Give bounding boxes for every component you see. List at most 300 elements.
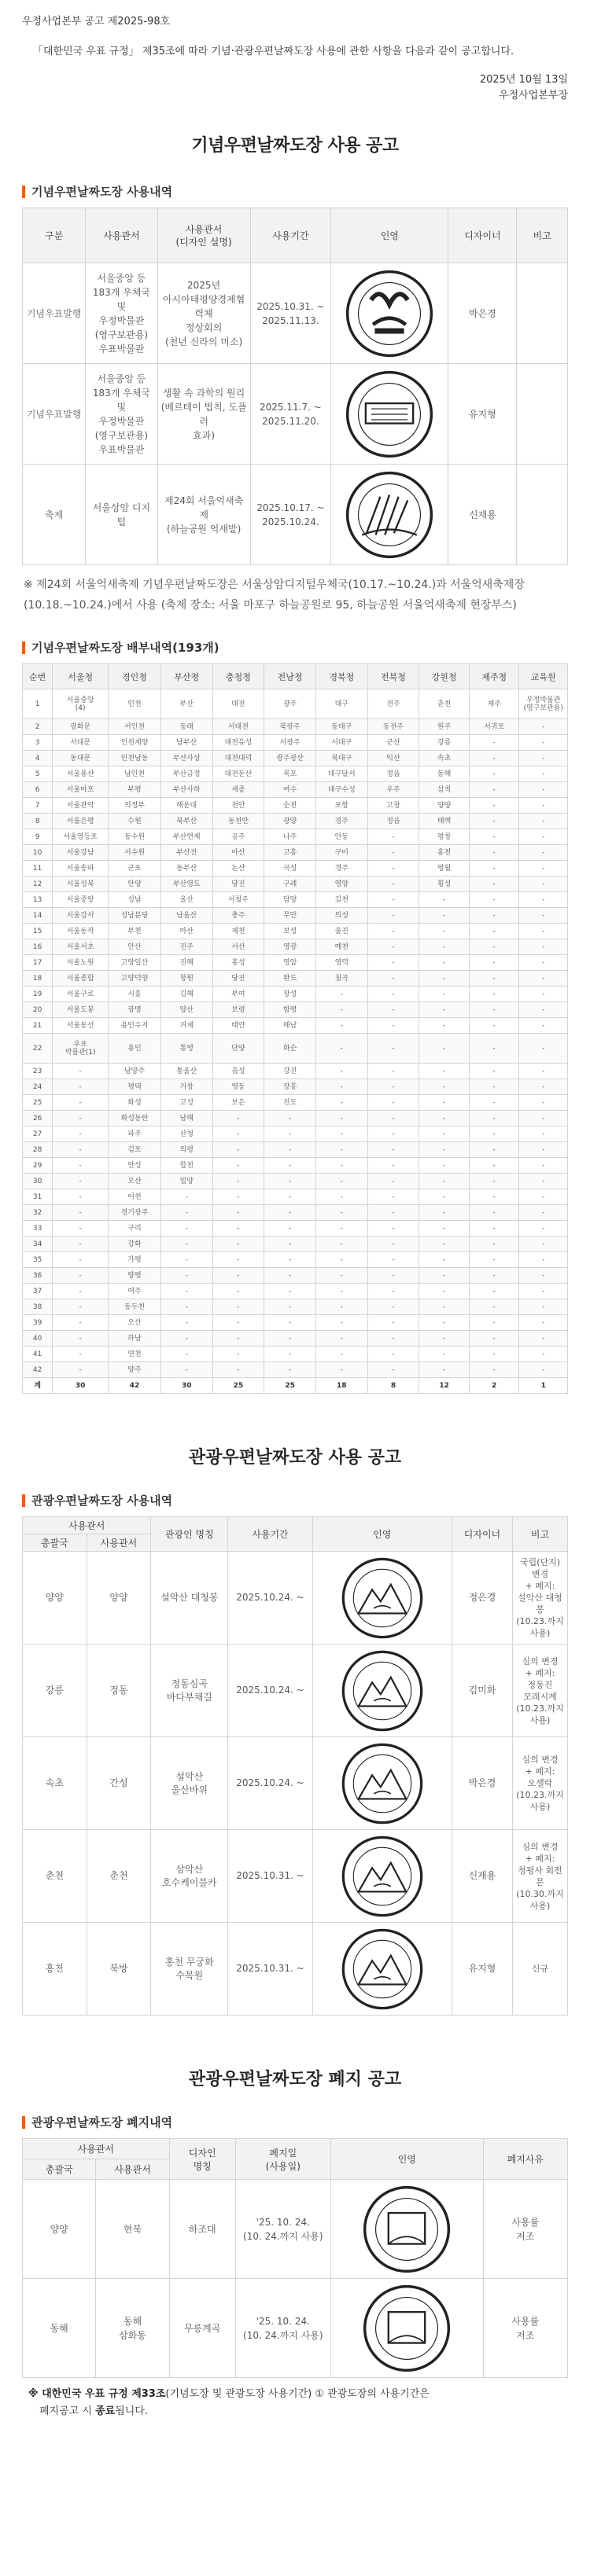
distribution-cell: 군산: [367, 735, 419, 751]
distribution-cell: 여주: [109, 1284, 161, 1299]
row-design: 2025년 아시아태평양경제협력체 정상회의 (천년 신라의 미소): [157, 263, 250, 364]
row-period: 2025.10.17. ~ 2025.10.24.: [250, 465, 331, 565]
total-cell: 1: [519, 1378, 568, 1394]
distribution-cell: 대구: [315, 689, 367, 719]
distribution-cell: -: [367, 939, 419, 955]
distribution-cell: -: [419, 1362, 470, 1378]
table-row: [23, 1142, 568, 1158]
distribution-cell: 31: [23, 1189, 53, 1205]
distribution-cell: 용인수지: [109, 1018, 161, 1034]
distribution-cell: -: [469, 939, 519, 955]
distribution-cell: 서대구: [315, 735, 367, 751]
total-cell: 30: [53, 1378, 109, 1394]
distribution-cell: 무안: [264, 908, 316, 924]
distribution-cell: 서산: [212, 939, 264, 955]
distribution-cell: 북대구: [315, 751, 367, 766]
row-hq: 홍천: [23, 1923, 87, 2016]
distribution-cell: -: [212, 1284, 264, 1299]
distribution-cell: -: [419, 1315, 470, 1331]
distribution-cell: -: [212, 1126, 264, 1142]
distribution-cell: -: [367, 987, 419, 1002]
distribution-cell: -: [469, 1252, 519, 1268]
row-kind: 기념우표발행: [23, 364, 86, 465]
distribution-cell: -: [53, 1079, 109, 1095]
distribution-cell: 광양: [264, 814, 316, 829]
distribution-cell: 1: [23, 689, 53, 719]
distribution-cell: -: [419, 987, 470, 1002]
distribution-cell: -: [519, 1315, 568, 1331]
table-row: [23, 263, 568, 364]
distribution-cell: 28: [23, 1142, 53, 1158]
row-stamp: [312, 1923, 452, 2016]
distribution-cell: -: [53, 1362, 109, 1378]
col-header: 구분: [23, 208, 86, 263]
distribution-cell: -: [519, 1221, 568, 1237]
distribution-cell: 대전유성: [212, 735, 264, 751]
row-stamp: [331, 364, 448, 465]
distribution-cell: -: [519, 766, 568, 782]
col-header: 사용기간: [228, 1517, 312, 1552]
table-row: [23, 1174, 568, 1189]
distribution-cell: -: [264, 1221, 316, 1237]
distribution-cell: -: [264, 1174, 316, 1189]
distribution-cell: -: [419, 1034, 470, 1064]
row-office: 서울중앙 등 183개 우체국 및 우정박물관 (영구보관용) 우표박물관: [86, 364, 157, 465]
row-remark: [517, 263, 568, 364]
distribution-cell: 동대구: [315, 719, 367, 735]
distribution-cell: 홍성: [212, 955, 264, 971]
distribution-cell: -: [519, 1252, 568, 1268]
distribution-cell: 해운대: [160, 798, 212, 814]
distribution-cell: -: [53, 1064, 109, 1079]
distribution-cell: -: [419, 892, 470, 908]
distribution-cell: -: [367, 1126, 419, 1142]
distribution-cell: -: [469, 876, 519, 892]
distribution-cell: 부산사상: [160, 751, 212, 766]
distribution-cell: -: [53, 1142, 109, 1158]
distribution-cell: 서대전: [212, 719, 264, 735]
row-remark: 심의 변경 + 폐지: 오셀락 (10.23.까지 사용): [512, 1737, 567, 1830]
distribution-cell: 보령: [212, 1002, 264, 1018]
distribution-cell: 광화문: [53, 719, 109, 735]
distribution-cell: -: [212, 1237, 264, 1252]
distribution-cell: 산청: [160, 1126, 212, 1142]
distribution-cell: -: [469, 1237, 519, 1252]
distribution-cell: 서울강남: [53, 845, 109, 861]
distribution-cell: 함평: [264, 1002, 316, 1018]
distribution-cell: 29: [23, 1158, 53, 1174]
distribution-cell: 22: [23, 1034, 53, 1064]
col-header: 사용관서 (디자인 설명): [157, 208, 250, 263]
commemorative-usage-table: [22, 208, 568, 565]
col-header: 비고: [512, 1517, 567, 1552]
row-remark: [517, 364, 568, 465]
distribution-cell: -: [367, 1205, 419, 1221]
distribution-cell: 고양일산: [109, 955, 161, 971]
distribution-cell: -: [419, 955, 470, 971]
row-stamp: [312, 1552, 452, 1644]
distribution-cell: -: [367, 892, 419, 908]
col-header: 전남청: [264, 664, 316, 689]
col-header: 비고: [517, 208, 568, 263]
table-row: [23, 876, 568, 892]
row-office: 양양: [87, 1552, 151, 1644]
distribution-cell: 서울마포: [53, 782, 109, 798]
row-office: 북방: [87, 1923, 151, 2016]
distribution-cell: -: [367, 1018, 419, 1034]
distribution-cell: -: [315, 987, 367, 1002]
total-cell: 42: [109, 1378, 161, 1394]
distribution-cell: -: [519, 1189, 568, 1205]
row-office: 현북: [96, 2180, 169, 2279]
col-header: 디자인 명칭: [169, 2139, 235, 2180]
distribution-cell: -: [315, 1095, 367, 1111]
row-designer: 신재용: [452, 1830, 512, 1923]
row-designer: 신재용: [448, 465, 517, 565]
distribution-cell: -: [469, 861, 519, 876]
distribution-cell: 세종: [212, 782, 264, 798]
distribution-cell: 서광주: [264, 735, 316, 751]
distribution-cell: -: [519, 1126, 568, 1142]
distribution-cell: -: [315, 1331, 367, 1347]
distribution-cell: -: [419, 1252, 470, 1268]
distribution-cell: 속초: [419, 751, 470, 766]
table-row: [23, 1095, 568, 1111]
table-row: [23, 829, 568, 845]
postmark-stamp-icon: [344, 469, 435, 560]
group-header: 사용관서: [23, 1517, 151, 1534]
distribution-cell: -: [469, 1221, 519, 1237]
distribution-cell: -: [315, 1299, 367, 1315]
distribution-cell: 경기광주: [109, 1205, 161, 1221]
distribution-cell: -: [469, 798, 519, 814]
heading-text: 관광우편날짜도장 사용내역: [31, 1494, 173, 1508]
distribution-cell: 동수원: [109, 829, 161, 845]
distribution-cell: 동부산: [160, 861, 212, 876]
distribution-cell: 부산사하: [160, 782, 212, 798]
distribution-cell: -: [315, 1002, 367, 1018]
distribution-cell: 천안: [212, 798, 264, 814]
table-row: [23, 798, 568, 814]
table-row: [23, 814, 568, 829]
distribution-cell: -: [160, 1268, 212, 1284]
row-stamp: [312, 1644, 452, 1737]
postmark-stamp-icon: [340, 1927, 425, 2012]
distribution-cell: 26: [23, 1111, 53, 1126]
row-designer: 김미화: [452, 1644, 512, 1737]
table-row: [23, 689, 568, 719]
distribution-cell: -: [519, 939, 568, 955]
col-header: 충청청: [212, 664, 264, 689]
total-cell: 25: [212, 1378, 264, 1394]
distribution-cell: -: [264, 1142, 316, 1158]
distribution-cell: 포항: [315, 798, 367, 814]
distribution-cell: 우주: [367, 782, 419, 798]
table-row: [23, 1268, 568, 1284]
distribution-cell: 울산: [160, 892, 212, 908]
footnote-rest: (기념도장 및 관광도장 사용기간) ① 관광도장의 사용기간은: [165, 2388, 430, 2400]
distribution-cell: 구미: [315, 845, 367, 861]
distribution-cell: 남양주: [109, 1064, 161, 1079]
distribution-cell: -: [212, 1347, 264, 1362]
distribution-cell: 밀양: [160, 1174, 212, 1189]
distribution-cell: -: [264, 1284, 316, 1299]
distribution-cell: 원주: [419, 719, 470, 735]
notice-issuer: 우정사업본부장: [499, 90, 568, 101]
distribution-cell: -: [53, 1126, 109, 1142]
distribution-cell: -: [160, 1299, 212, 1315]
distribution-cell: -: [519, 1111, 568, 1126]
postmark-stamp-icon: [344, 268, 435, 359]
distribution-cell: 완도: [264, 971, 316, 987]
distribution-cell: -: [469, 829, 519, 845]
distribution-cell: -: [315, 1126, 367, 1142]
distribution-cell: -: [519, 798, 568, 814]
row-date: '25. 10. 24. (10. 24.까지 사용): [235, 2180, 330, 2279]
col-header: 사용관서: [87, 1534, 151, 1552]
distribution-cell: 김해: [160, 987, 212, 1002]
table-row: [23, 782, 568, 798]
distribution-cell: -: [469, 1189, 519, 1205]
heading-text: 관광우편날짜도장 폐지내역: [31, 2115, 173, 2130]
distribution-cell: 의령: [160, 1142, 212, 1158]
distribution-cell: 진도: [264, 1095, 316, 1111]
distribution-cell: -: [367, 924, 419, 939]
row-name: 하조대: [169, 2180, 235, 2279]
row-hq: 강릉: [23, 1644, 87, 1737]
distribution-cell: -: [367, 861, 419, 876]
distribution-cell: 서울중랑: [53, 892, 109, 908]
table-row: [23, 751, 568, 766]
abolish-heading: [22, 2114, 568, 2130]
section-bar-icon: [22, 641, 25, 654]
distribution-cell: 38: [23, 1299, 53, 1315]
distribution-cell: 논산: [212, 861, 264, 876]
col-header: 인영: [312, 1517, 452, 1552]
distribution-cell: -: [367, 1362, 419, 1378]
table-row: [23, 1221, 568, 1237]
distribution-cell: -: [419, 1064, 470, 1079]
postmark-stamp-icon: [361, 2184, 452, 2275]
distribution-cell: 진주: [160, 939, 212, 955]
distribution-cell: -: [53, 1095, 109, 1111]
distribution-cell: 서울성북: [53, 876, 109, 892]
distribution-cell: 하남: [109, 1331, 161, 1347]
distribution-cell: 35: [23, 1252, 53, 1268]
table-row: [23, 1002, 568, 1018]
distribution-cell: -: [419, 1205, 470, 1221]
row-period: 2025.10.24. ~: [228, 1552, 312, 1644]
col-header: 총괄국: [23, 2159, 96, 2180]
distribution-cell: 강진: [264, 1064, 316, 1079]
table-row: [23, 1552, 568, 1644]
distribution-cell: 남울산: [160, 908, 212, 924]
distribution-cell: 성남: [109, 892, 161, 908]
distribution-cell: 제주: [469, 689, 519, 719]
table-row: [23, 1237, 568, 1252]
distribution-cell: -: [315, 1158, 367, 1174]
total-cell: 8: [367, 1378, 419, 1394]
distribution-cell: 30: [23, 1174, 53, 1189]
distribution-cell: -: [519, 892, 568, 908]
footnote-line2-b: 종료: [95, 2405, 116, 2417]
distribution-cell: -: [53, 1268, 109, 1284]
distribution-cell: -: [519, 829, 568, 845]
distribution-cell: -: [419, 908, 470, 924]
distribution-cell: 강화: [109, 1237, 161, 1252]
col-header: 사용관서: [96, 2159, 169, 2180]
distribution-cell: 익산: [367, 751, 419, 766]
distribution-cell: 부산연제: [160, 829, 212, 845]
distribution-cell: 구리: [109, 1221, 161, 1237]
distribution-cell: -: [419, 939, 470, 955]
distribution-cell: -: [315, 1237, 367, 1252]
distribution-cell: 남부산: [160, 735, 212, 751]
distribution-cell: 서청주: [212, 892, 264, 908]
row-name: 무릉계곡: [169, 2279, 235, 2378]
distribution-cell: 순천: [264, 798, 316, 814]
distribution-cell: 부평: [109, 782, 161, 798]
distribution-cell: 고흥: [264, 845, 316, 861]
table-row: [23, 987, 568, 1002]
distribution-cell: 서수원: [109, 845, 161, 861]
distribution-cell: -: [367, 1174, 419, 1189]
distribution-cell: 동천안: [212, 814, 264, 829]
distribution-cell: 정읍: [367, 766, 419, 782]
distribution-cell: -: [419, 1142, 470, 1158]
notice-date-block: [22, 72, 568, 104]
distribution-cell: 서울종합: [53, 971, 109, 987]
distribution-cell: 대구달서: [315, 766, 367, 782]
distribution-cell: -: [53, 1237, 109, 1252]
distribution-cell: 횡성: [419, 876, 470, 892]
distribution-cell: 영양: [315, 876, 367, 892]
distribution-cell: 17: [23, 955, 53, 971]
table-row: [23, 1064, 568, 1079]
distribution-cell: -: [519, 908, 568, 924]
distribution-cell: -: [469, 1142, 519, 1158]
distribution-cell: 평택: [109, 1079, 161, 1095]
distribution-cell: 32: [23, 1205, 53, 1221]
table-row: [23, 1158, 568, 1174]
distribution-cell: -: [367, 971, 419, 987]
distribution-cell: 통울산: [160, 1064, 212, 1079]
col-header: 강원청: [419, 664, 470, 689]
distribution-cell: -: [469, 1111, 519, 1126]
distribution-cell: 이천: [109, 1189, 161, 1205]
row-name: 정동심곡 바다부채길: [151, 1644, 228, 1737]
row-kind: 기념우표발행: [23, 263, 86, 364]
table-row: [23, 2279, 568, 2378]
distribution-cell: -: [264, 1252, 316, 1268]
distribution-cell: 37: [23, 1284, 53, 1299]
distribution-cell: 양평: [109, 1268, 161, 1284]
distribution-cell: -: [212, 1268, 264, 1284]
distribution-cell: 서울동선: [53, 1018, 109, 1034]
distribution-cell: -: [264, 1299, 316, 1315]
distribution-cell: 동전주: [367, 719, 419, 735]
distribution-cell: 오산: [109, 1174, 161, 1189]
row-period: 2025.10.24. ~: [228, 1737, 312, 1830]
distribution-cell: -: [519, 971, 568, 987]
distribution-cell: 서울관악: [53, 798, 109, 814]
col-header: 폐지일 (사용일): [235, 2139, 330, 2180]
distribution-cell: -: [264, 1347, 316, 1362]
distribution-cell: -: [469, 1095, 519, 1111]
distribution-cell: -: [160, 1237, 212, 1252]
distribution-cell: 통영: [160, 1034, 212, 1064]
distribution-cell: -: [160, 1189, 212, 1205]
tourist-usage-heading: [22, 1492, 568, 1508]
distribution-cell: -: [469, 955, 519, 971]
footnote-bold: ※ 대한민국 우표 규정 제33조: [28, 2388, 166, 2400]
col-header: 사용기간: [250, 208, 331, 263]
distribution-cell: 단양: [212, 1034, 264, 1064]
distribution-cell: -: [519, 735, 568, 751]
distribution-cell: -: [315, 1018, 367, 1034]
distribution-cell: -: [469, 908, 519, 924]
row-kind: 축제: [23, 465, 86, 565]
distribution-cell: 삼척: [419, 782, 470, 798]
row-office: 간성: [87, 1737, 151, 1830]
total-cell: 25: [264, 1378, 316, 1394]
col-header: 교육원: [519, 664, 568, 689]
col-header: 사용관서: [86, 208, 157, 263]
col-header: 전북청: [367, 664, 419, 689]
table-row: [23, 465, 568, 565]
distribution-cell: 거제: [160, 1018, 212, 1034]
table-row: [23, 1644, 568, 1737]
distribution-cell: -: [367, 1237, 419, 1252]
distribution-cell: 부산: [160, 689, 212, 719]
distribution-cell: -: [315, 1142, 367, 1158]
distribution-cell: 15: [23, 924, 53, 939]
distribution-cell: 정읍: [367, 814, 419, 829]
distribution-cell: 수원: [109, 814, 161, 829]
distribution-cell: -: [367, 1347, 419, 1362]
distribution-cell: -: [367, 876, 419, 892]
distribution-cell: 36: [23, 1268, 53, 1284]
table-row: [23, 2180, 568, 2279]
row-period: 2025.10.31. ~ 2025.11.13.: [250, 263, 331, 364]
col-header: 디자이너: [448, 208, 517, 263]
distribution-cell: -: [212, 1331, 264, 1347]
distribution-cell: 34: [23, 1237, 53, 1252]
distribution-cell: 구례: [264, 876, 316, 892]
distribution-cell: -: [264, 1189, 316, 1205]
distribution-cell: -: [419, 1221, 470, 1237]
row-stamp: [330, 2279, 483, 2378]
distribution-cell: 부여: [212, 987, 264, 1002]
distribution-cell: 광주광산: [264, 751, 316, 766]
distribution-cell: -: [419, 924, 470, 939]
distribution-cell: -: [419, 1095, 470, 1111]
distribution-cell: -: [53, 1299, 109, 1315]
row-name: 삼악산 호수케이블카: [151, 1830, 228, 1923]
row-stamp: [330, 2180, 483, 2279]
distribution-cell: -: [519, 1299, 568, 1315]
distribution-heading: [22, 639, 568, 656]
distribution-cell: 서울동작: [53, 924, 109, 939]
distribution-cell: -: [315, 1347, 367, 1362]
distribution-cell: 42: [23, 1362, 53, 1378]
distribution-cell: -: [419, 1018, 470, 1034]
row-period: 2025.10.31. ~: [228, 1923, 312, 2016]
distribution-cell: -: [212, 1315, 264, 1331]
distribution-cell: 여수: [264, 782, 316, 798]
distribution-cell: -: [160, 1347, 212, 1362]
distribution-cell: 파주: [109, 1126, 161, 1142]
